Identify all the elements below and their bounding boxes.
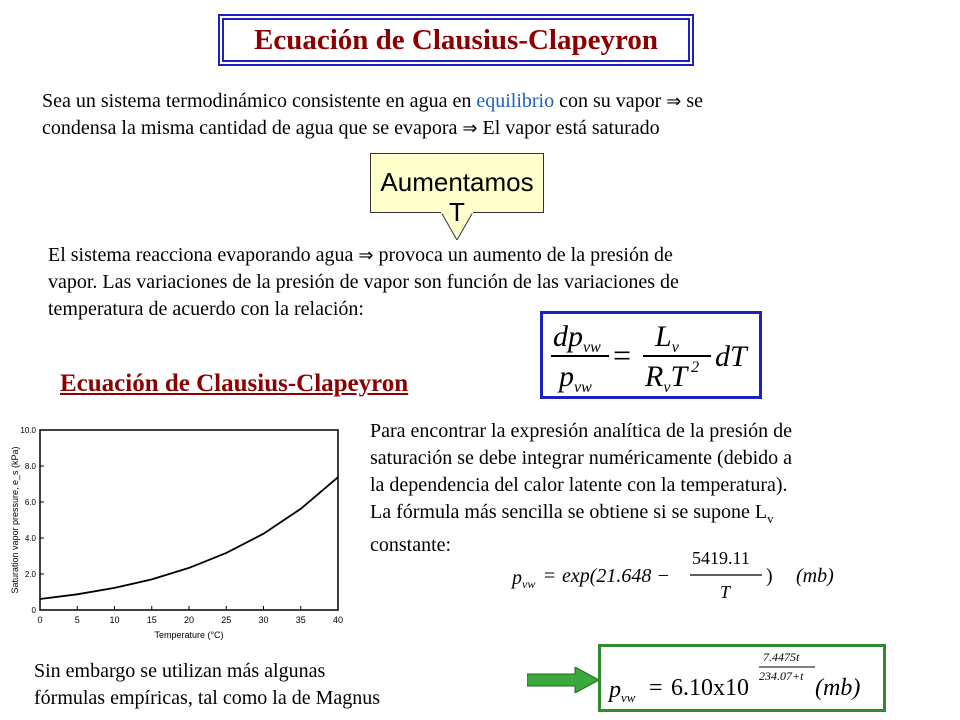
analytic-line-3: la dependencia del calor latente con la temperatura). bbox=[370, 474, 788, 496]
lv-subscript: v bbox=[767, 511, 774, 526]
eq2-lhs: $p_{vw}$ bbox=[512, 567, 536, 591]
chart-points bbox=[39, 476, 339, 599]
intro-line-2 bbox=[42, 115, 942, 142]
eq1-den-left: $p_{vw}$ bbox=[559, 360, 592, 396]
x-tick-label: 30 bbox=[258, 615, 269, 625]
y-tick-label: 10.0 bbox=[20, 426, 36, 435]
analytic-line-4: La fórmula más sencilla se obtiene si se supone $L_v$ bbox=[370, 501, 774, 526]
page-title: Ecuación de Clausius-Clapeyron bbox=[254, 24, 658, 56]
x-tick-label: 0 bbox=[37, 615, 43, 625]
x-tick-label: 15 bbox=[146, 615, 157, 625]
empirical-paragraph bbox=[34, 658, 534, 712]
eq1-equals: = bbox=[613, 337, 632, 373]
x-tick-label: 40 bbox=[332, 615, 344, 625]
x-axis-label: Temperature (°C) bbox=[154, 630, 224, 640]
y-tick-label: 6.0 bbox=[24, 498, 36, 507]
eq2-func: exp(21.648 − bbox=[562, 565, 670, 587]
intro-line1-mid: con su vapor bbox=[554, 90, 667, 112]
callout-line-2: T bbox=[449, 197, 465, 227]
data-point-6 bbox=[263, 533, 265, 535]
green-arrow-icon bbox=[527, 667, 599, 693]
x-tick-label: 25 bbox=[221, 615, 232, 625]
x-tick-label: 20 bbox=[183, 615, 195, 625]
y-tick-label: 8.0 bbox=[24, 462, 36, 471]
data-point-3 bbox=[151, 579, 153, 581]
empirical-line-2: fórmulas empíricas, tal como la de Magnus bbox=[34, 687, 381, 709]
intro-line1-pre: Sea un sistema termodinámico consistente en agua en bbox=[42, 90, 477, 112]
reaction-paragraph bbox=[48, 242, 948, 323]
eq3-exp-den: 234.07+t bbox=[759, 669, 804, 683]
y-tick-label: 2.0 bbox=[24, 570, 36, 579]
reaction-line-3: temperatura de acuerdo con la relación: bbox=[48, 298, 364, 320]
x-tick-label: 5 bbox=[74, 615, 80, 625]
intro-line2-pre: condensa la misma cantidad de agua que se evapora bbox=[42, 117, 463, 139]
reaction-line-2: vapor. Las variaciones de la presión de vapor son función de las variaciones de bbox=[48, 271, 679, 293]
data-point-1 bbox=[76, 594, 78, 596]
data-point-7 bbox=[300, 508, 302, 510]
reaction-line1-pre: El sistema reacciona evaporando agua bbox=[48, 244, 359, 266]
empirical-line-1: Sin embargo se utilizan más algunas bbox=[34, 660, 326, 682]
eq3-exp-num: 7.4475t bbox=[763, 650, 800, 664]
reaction-line-1 bbox=[48, 242, 948, 269]
analytic-paragraph bbox=[370, 418, 950, 559]
y-tick-label: 0 bbox=[31, 606, 36, 615]
intro-line2-post: El vapor está saturado bbox=[477, 117, 660, 139]
implies-arrow-icon: ⇒ bbox=[462, 118, 478, 139]
magnus-equation bbox=[601, 647, 883, 709]
data-point-0 bbox=[39, 598, 41, 600]
eq1-num-right: $L_v$ bbox=[655, 320, 679, 356]
intro-line1-post: se bbox=[681, 90, 704, 112]
eq2-den: T bbox=[720, 582, 731, 602]
clausius-equation bbox=[543, 314, 759, 396]
eq2-close: ) bbox=[766, 565, 773, 587]
data-point-4 bbox=[188, 567, 190, 569]
eq1-tail: dT bbox=[715, 340, 747, 373]
implies-arrow-icon: ⇒ bbox=[358, 245, 374, 266]
series-line-es bbox=[40, 477, 338, 599]
callout-line-1: Aumentamos bbox=[380, 167, 534, 197]
analytic-line-5: constante: bbox=[370, 534, 452, 556]
analytic-line-2: saturación se debe integrar numéricamente (debido a bbox=[370, 447, 793, 469]
x-tick-label: 35 bbox=[295, 615, 306, 625]
callout-text bbox=[370, 160, 544, 234]
implies-arrow-icon: ⇒ bbox=[666, 91, 682, 112]
intro-line-1 bbox=[42, 88, 942, 115]
section-subtitle: Ecuación de Clausius-Clapeyron bbox=[60, 370, 409, 397]
y-tick-label: 4.0 bbox=[24, 534, 36, 543]
data-point-8 bbox=[337, 476, 339, 478]
analytic-line-1: Para encontrar la expresión analítica de la presión de bbox=[370, 420, 793, 442]
data-point-2 bbox=[114, 587, 116, 589]
eq1-num-left: $dp_{vw}$ bbox=[553, 320, 601, 356]
intro-paragraph bbox=[42, 88, 942, 142]
eq3-base: 6.10x10 bbox=[671, 675, 749, 701]
y-axis-label: Saturation vapor pressure, e_s (kPa) bbox=[10, 446, 20, 594]
chart-frame bbox=[40, 430, 338, 610]
vapor-pressure-chart bbox=[4, 418, 354, 646]
eq2-num: 5419.11 bbox=[692, 548, 750, 568]
data-point-5 bbox=[225, 552, 227, 554]
exp-equation bbox=[508, 542, 848, 604]
eq3-lhs: $p_{vw}$ bbox=[609, 677, 636, 705]
eq3-equals: = bbox=[649, 675, 663, 701]
x-tick-label: 10 bbox=[109, 615, 120, 625]
eq2-equals: = bbox=[544, 565, 556, 587]
reaction-line1-post: provoca un aumento de la presión de bbox=[373, 244, 673, 266]
eq1-den-right: $R_vT$ $^2$ bbox=[645, 359, 700, 396]
eq3-unit: (mb) bbox=[815, 675, 861, 701]
equilibrio-highlight: equilibrio bbox=[476, 90, 555, 112]
eq2-unit: (mb) bbox=[796, 565, 834, 587]
